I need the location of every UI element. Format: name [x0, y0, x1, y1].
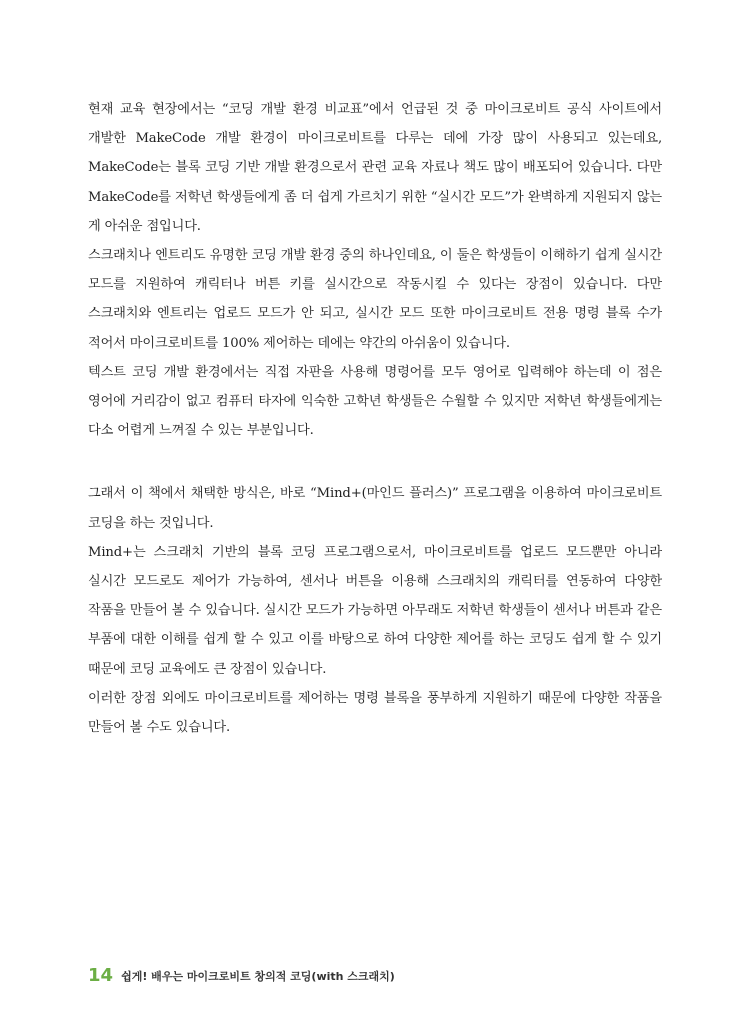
page-body [88, 95, 662, 742]
paragraph-mindplus-intro: 그래서 이 책에서 채택한 방식은, 바로 “Mind+(마인드 플러스)” 프로그램을 이용하여 마이크로비트 코딩을 하는 것입니다. [88, 486, 662, 531]
paragraph-makecode: 현재 교육 현장에서는 “코딩 개발 환경 비교표”에서 언급된 것 중 마이크로비트 공식 사이트에서 개발한 MakeCode 개발 환경이 마이크로비트를 다루는 데에 가장 많이 사용되고 있는데요, MakeCode는 블록 코딩 기반 개발 환경으로서 관련 교육 자료나 책도 많이 배포되어 있습니다. 다만 MakeCode를 저학년 학생들에게 좀 더 쉽게 가르치기 위한 “실시간 모드”가 완벽하게 지원되지 않는 게 아쉬운 점입니다. [88, 102, 662, 234]
page-footer [88, 962, 395, 986]
running-title: 쉽게! 배우는 마이크로비트 창의적 코딩(with 스크래치) [121, 970, 395, 983]
paragraph-mindplus-features: Mind+는 스크래치 기반의 블록 코딩 프로그램으로서, 마이크로비트를 업로드 모드뿐만 아니라 실시간 모드로도 제어가 가능하여, 센서나 버튼을 이용해 스크래치의 캐릭터를 연동하여 다양한 작품을 만들어 볼 수 있습니다. 실시간 모드가 가능하면 아무래도 저학년 학생들이 센서나 버튼과 같은 부품에 대한 이해를 쉽게 할 수 있고 이를 바탕으로 하여 다양한 제어를 하는 코딩도 쉽게 할 수 있기 때문에 코딩 교육에도 큰 장점이 있습니다. [88, 544, 662, 677]
page-number: 14 [88, 965, 114, 986]
paragraph-mindplus-blocks: 이러한 장점 외에도 마이크로비트를 제어하는 명령 블록을 풍부하게 지원하기 때문에 다양한 작품을 만들어 볼 수도 있습니다. [88, 690, 662, 736]
paragraph-gap [88, 445, 662, 479]
paragraph-scratch-entry: 스크래치나 엔트리도 유명한 코딩 개발 환경 중의 하나인데요, 이 둘은 학생들이 이해하기 쉽게 실시간 모드를 지원하여 캐릭터나 버튼 키를 실시간으로 작동시킬 수 있다는 장점이 있습니다. 다만 스크래치와 엔트리는 업로드 모드가 안 되고, 실시간 모드 또한 마이크로비트 전용 명령 블록 수가 적어서 마이크로비트를 100% 제어하는 데에는 약간의 아쉬움이 있습니다. [88, 248, 662, 351]
paragraph-text-coding: 텍스트 코딩 개발 환경에서는 직접 자판을 사용해 명령어를 모두 영어로 입력해야 하는데 이 점은 영어에 거리감이 없고 컴퓨터 타자에 익숙한 고학년 학생들은 수월할 수 있지만 저학년 학생들에게는 다소 어렵게 느껴질 수 있는 부분입니다. [88, 364, 662, 439]
